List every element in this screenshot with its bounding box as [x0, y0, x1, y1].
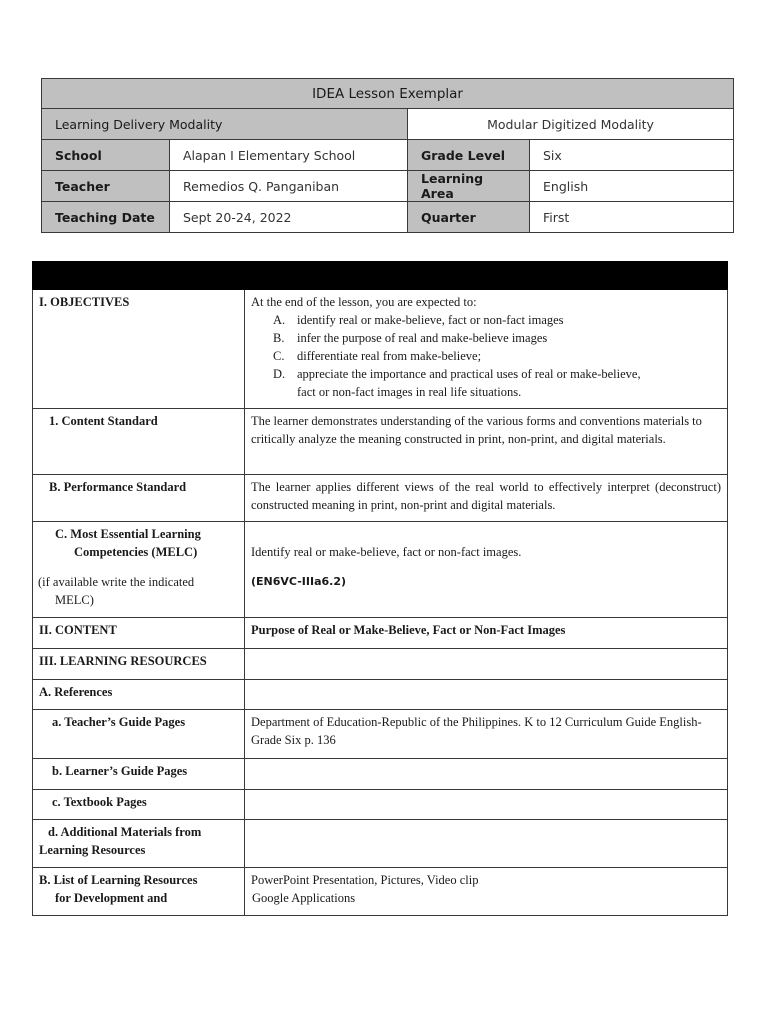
modality-value: Modular Digitized Modality: [408, 109, 734, 140]
list-resources-label-line1: B. List of Learning Resources: [39, 873, 198, 887]
references-cell: [245, 680, 728, 710]
table-header-cell: [33, 262, 245, 290]
content-standard-row: [33, 409, 728, 475]
list-resources-row: [33, 868, 728, 916]
additional-materials-label: d. Additional Materials from Learning Resources: [33, 820, 245, 868]
quarter-value: First: [530, 202, 734, 233]
list-resources-label-line2: for Development and: [55, 891, 168, 905]
table-header-row: [33, 262, 728, 290]
teaching-date-label: Teaching Date: [42, 202, 170, 233]
modality-label: Learning Delivery Modality: [42, 109, 408, 140]
melc-note: (if available write the indicated MELC): [38, 575, 195, 607]
grade-level-value: Six: [530, 140, 734, 171]
performance-standard-label: B. Performance Standard: [33, 475, 245, 522]
objective-item: D. appreciate the importance and practical uses of real or make-believe,: [273, 367, 641, 381]
list-resources-line2: Google Applications: [252, 891, 356, 905]
teachers-guide-text: Department of Education-Republic of the Philippines. K to 12 Curriculum Guide English-Grade Six p. 136: [245, 710, 728, 759]
textbook-row: [33, 790, 728, 820]
teachers-guide-row: [33, 710, 728, 759]
learners-guide-row: [33, 759, 728, 790]
objectives-list: [273, 311, 721, 383]
learning-resources-row: [33, 649, 728, 680]
teaching-date-value: Sept 20-24, 2022: [170, 202, 408, 233]
objectives-row: [33, 290, 728, 409]
learning-area-label: Learning Area: [408, 171, 530, 202]
learning-resources-cell: [245, 649, 728, 680]
teachers-guide-label: a. Teacher’s Guide Pages: [33, 710, 245, 759]
references-row: [33, 680, 728, 710]
teacher-value: Remedios Q. Panganiban: [170, 171, 408, 202]
content-standard-label: 1. Content Standard: [33, 409, 245, 475]
melc-label-line1: C. Most Essential Learning: [55, 527, 201, 541]
content-row: [33, 618, 728, 649]
melc-label-line2: Competencies (MELC): [74, 545, 198, 559]
learners-guide-label: b. Learner’s Guide Pages: [33, 759, 245, 790]
objective-continuation: fact or non-fact images in real life situations.: [297, 385, 522, 399]
content-text: Purpose of Real or Make-Believe, Fact or Non-Fact Images: [245, 618, 728, 649]
lesson-title: IDEA Lesson Exemplar: [42, 79, 734, 109]
lesson-plan-table: [32, 261, 728, 916]
objectives-label: I. OBJECTIVES: [33, 290, 245, 409]
list-resources-line1: PowerPoint Presentation, Pictures, Video clip: [251, 873, 479, 887]
teacher-label: Teacher: [42, 171, 170, 202]
learning-area-value: English: [530, 171, 734, 202]
lesson-header-table: [41, 78, 734, 233]
table-header-cell: [245, 262, 728, 290]
objectives-intro: At the end of the lesson, you are expected to:: [251, 295, 477, 309]
textbook-label: c. Textbook Pages: [33, 790, 245, 820]
content-standard-text: The learner demonstrates understanding of the various forms and conventions materials to critically analyze the meaning constructed in print, non-print, and digital materials.: [245, 409, 728, 475]
objective-item: A. identify real or make-believe, fact or non-fact images: [273, 313, 564, 327]
textbook-cell: [245, 790, 728, 820]
performance-standard-row: [33, 475, 728, 522]
references-label: A. References: [33, 680, 245, 710]
melc-text: Identify real or make-believe, fact or non-fact images.: [251, 545, 522, 559]
melc-row: [33, 522, 728, 618]
additional-materials-cell: [245, 820, 728, 868]
additional-materials-row: [33, 820, 728, 868]
objective-item: C. differentiate real from make-believe;: [273, 349, 482, 363]
school-value: Alapan I Elementary School: [170, 140, 408, 171]
school-label: School: [42, 140, 170, 171]
quarter-label: Quarter: [408, 202, 530, 233]
content-label: II. CONTENT: [33, 618, 245, 649]
grade-level-label: Grade Level: [408, 140, 530, 171]
learning-resources-label: III. LEARNING RESOURCES: [33, 649, 245, 680]
performance-standard-text: The learner applies different views of the real world to effectively interpret (deconstruct) constructed meaning in print, non-print and digital materials.: [245, 475, 728, 522]
melc-code: (EN6VC-IIIa6.2): [251, 575, 347, 588]
learners-guide-cell: [245, 759, 728, 790]
objective-item: B. infer the purpose of real and make-believe images: [273, 331, 548, 345]
